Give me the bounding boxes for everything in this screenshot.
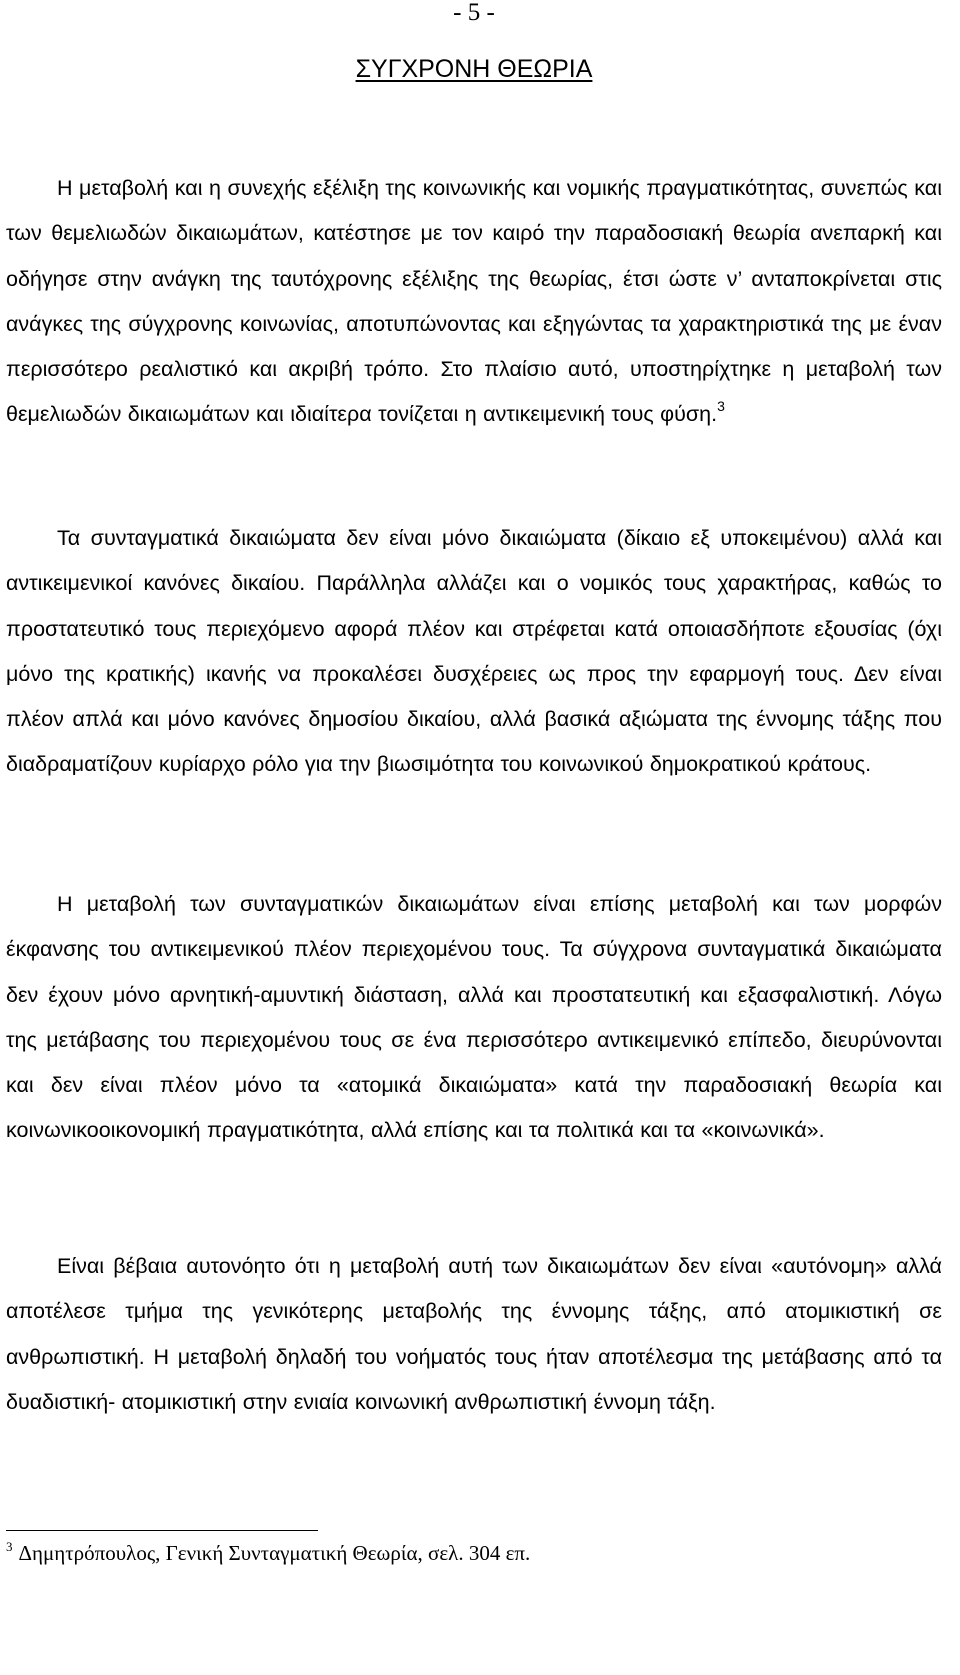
paragraph-3 (6, 882, 942, 1154)
footnote-separator (6, 1530, 318, 1531)
document-page (6, 0, 942, 1675)
paragraph-2-text: Τα συνταγματικά δικαιώματα δεν είναι μόνο δικαιώματα (δίκαιο εξ υποκειμένου) αλλά και αντικειμενικοί κανόνες δικαίου. Παράλληλα αλλάζει και ο νομικός τους χαρακτήρας, καθώς το προστατευτικό τους περιεχόμενο αφορά πλέον και στρέφεται κατά οποιασδήποτε εξουσίας (όχι μόνο της κρατικής) ικανής να προκαλέσει δυσχέρειες ως προς την εφαρμογή τους. Δεν είναι πλέον απλά και μόνο κανόνες δημοσίου δικαίου, αλλά βασικά αξιώματα της έννομης τάξης που διαδραματίζουν κυρίαρχο ρόλο για την βιωσιμότητα του κοινωνικού δημοκρατικού κράτους. (6, 526, 942, 777)
footnote-text: Δημητρόπουλος, Γενική Συνταγματική Θεωρία, σελ. 304 επ. (18, 1541, 531, 1565)
section-title: ΣΥΓΧΡΟΝΗ ΘΕΩΡΙΑ (355, 55, 593, 83)
paragraph-3-text: Η μεταβολή των συνταγματικών δικαιωμάτων είναι επίσης μεταβολή και των μορφών έκφανσης του αντικειμενικού πλέον περιεχομένου τους. Τα σύγχρονα συνταγματικά δικαιώματα δεν έχουν μόνο αρνητική-αμυντική διάσταση, αλλά και προστατευτική και εξασφαλιστική. Λόγω της μετάβασης του περιεχομένου τους σε ένα περισσότερο αντικειμενικό επίπεδο, διευρύνονται και δεν είναι πλέον μόνο τα «ατομικά δικαιώματα» κατά την παραδοσιακή θεωρία και κοινωνικοοικονομική πραγματικότητα, αλλά επίσης και τα πολιτικά και τα «κοινωνικά». (6, 892, 942, 1143)
footnote-number: 3 (6, 1539, 13, 1554)
paragraph-1-text: Η μεταβολή και η συνεχής εξέλιξη της κοινωνικής και νομικής πραγματικότητας, συνεπώς και των θεμελιωδών δικαιωμάτων, κατέστησε με τον καιρό την παραδοσιακή θεωρία ανεπαρκή και οδήγησε στην ανάγκη της ταυτόχρονης εξέλιξης της θεωρίας, έτσι ώστε ν’ ανταποκρίνεται στις ανάγκες της σύγχρονης κοινωνίας, αποτυπώνοντας και εξηγώντας τα χαρακτηριστικά της με έναν περισσότερο ρεαλιστικό και ακριβή τρόπο. Στο πλαίσιο αυτό, υποστηρίχτηκε η μεταβολή των θεμελιωδών δικαιωμάτων και ιδιαίτερα τονίζεται η αντικειμενική τους φύση. (6, 176, 942, 427)
page-number: - 5 - (453, 0, 495, 26)
footnote (6, 1536, 942, 1570)
paragraph-4 (6, 1244, 942, 1425)
footnote-reference[interactable]: 3 (717, 398, 725, 415)
paragraph-2 (6, 516, 942, 788)
paragraph-1 (6, 166, 942, 438)
paragraph-4-text: Είναι βέβαια αυτονόητο ότι η μεταβολή αυτή των δικαιωμάτων δεν είναι «αυτόνομη» αλλά αποτέλεσε τμήμα της γενικότερης μεταβολής της έννομης τάξης, από ατομικιστική σε ανθρωπιστική. Η μεταβολή δηλαδή του νοήματός τους ήταν αποτέλεσμα της μετάβασης από τα δυαδιστική- ατομικιστική στην ενιαία κοινωνική ανθρωπιστική έννομη τάξη. (6, 1254, 942, 1414)
